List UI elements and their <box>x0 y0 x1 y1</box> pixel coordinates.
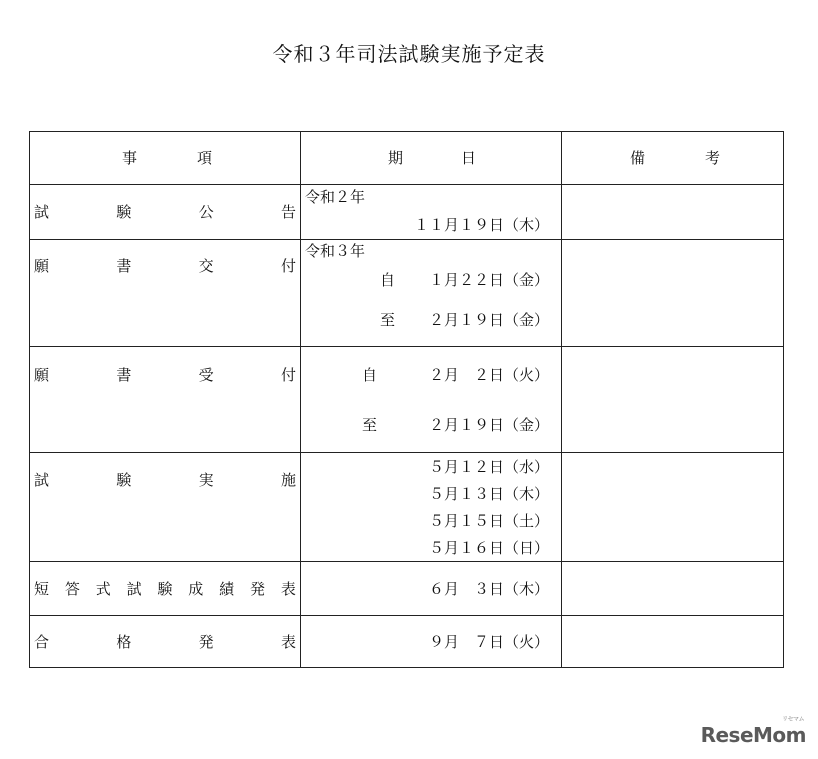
header-note: 備 考 <box>630 149 720 167</box>
to-label: 至 <box>380 311 396 329</box>
row-divider <box>30 615 783 616</box>
logo-text: ReseMom <box>700 723 806 747</box>
row-divider <box>30 184 783 185</box>
row-divider <box>30 561 783 562</box>
table-row-item: 願 書 交 付 <box>34 257 296 275</box>
row-divider <box>30 452 783 453</box>
date-value: ２月１９日（金） <box>428 311 549 329</box>
row-divider <box>30 346 783 347</box>
date-value: ２月 ２日（火） <box>428 366 549 384</box>
header-date: 期 日 <box>388 149 476 167</box>
era-label: 令和２年 <box>305 188 366 206</box>
logo-subtext: リセマム <box>782 716 804 723</box>
schedule-table <box>29 131 784 668</box>
table-row-item: 試 験 実 施 <box>34 471 296 489</box>
date-value: ２月１９日（金） <box>428 416 549 434</box>
header-item: 事 項 <box>122 149 212 167</box>
page-title: 令和３年司法試験実施予定表 <box>272 42 546 66</box>
date-value: ６月 ３日（木） <box>428 580 549 598</box>
col-divider <box>561 132 562 667</box>
date-value: ５月１５日（土） <box>428 512 549 530</box>
era-label: 令和３年 <box>305 242 366 260</box>
date-value: ５月１３日（木） <box>428 485 549 503</box>
col-divider <box>300 132 301 667</box>
resemom-logo <box>700 716 806 747</box>
date-value: １１月１９日（木） <box>413 216 549 234</box>
table-row-item: 短 答 式 試 験 成 績 発 表 <box>34 580 296 598</box>
from-label: 自 <box>362 366 378 384</box>
date-value: ５月１２日（水） <box>428 458 549 476</box>
from-label: 自 <box>380 271 396 289</box>
table-row-item: 合 格 発 表 <box>34 633 296 651</box>
table-row-item: 試 験 公 告 <box>34 203 296 221</box>
date-value: １月２２日（金） <box>428 271 549 289</box>
row-divider <box>30 239 783 240</box>
to-label: 至 <box>362 416 378 434</box>
date-value: ５月１６日（日） <box>428 539 549 557</box>
table-row-item: 願 書 受 付 <box>34 366 296 384</box>
date-value: ９月 ７日（火） <box>428 633 549 651</box>
